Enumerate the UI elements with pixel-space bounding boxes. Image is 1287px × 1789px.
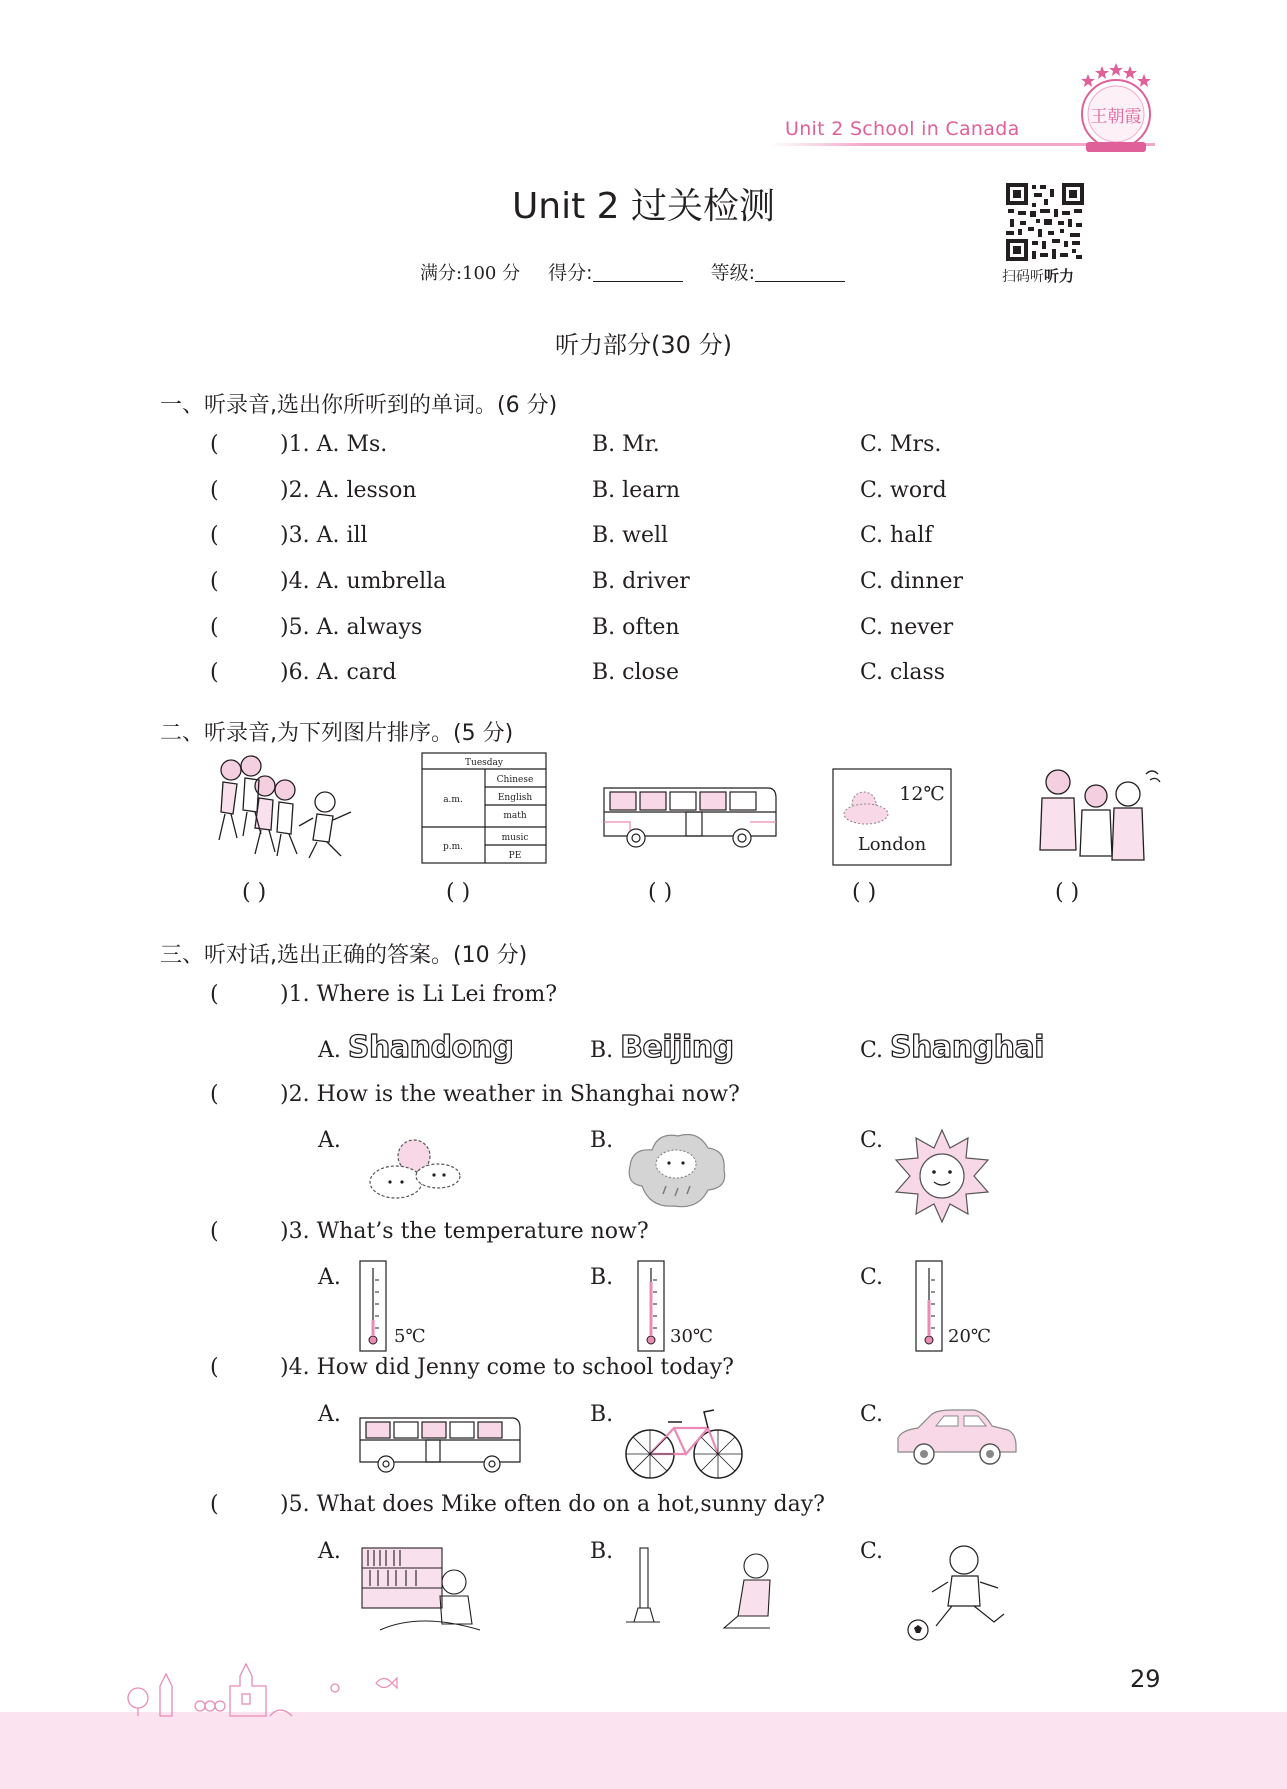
option-b-label: B. (590, 1402, 614, 1427)
running-header: Unit 2 School in Canada (785, 118, 1020, 140)
option-b[interactable]: B. Beijing (590, 1030, 734, 1065)
option-c-label: C. (860, 1402, 884, 1427)
timetable-picture (421, 752, 547, 864)
bus-picture (600, 782, 780, 852)
car-icon[interactable] (892, 1406, 1020, 1470)
option-b-label: B. (590, 1128, 614, 1153)
section1-heading: 一、听录音,选出你所听到的单词。(6 分) (160, 393, 558, 418)
svg-text:Chinese: Chinese (496, 775, 534, 785)
svg-text:p.m.: p.m. (442, 842, 464, 852)
bus-icon[interactable] (356, 1414, 524, 1476)
svg-text:music: music (501, 833, 529, 843)
section2-heading: 二、听录音,为下列图片排序。(5 分) (160, 721, 514, 746)
thermometer-icon[interactable] (914, 1260, 1004, 1354)
svg-text:20℃: 20℃ (948, 1326, 992, 1347)
reading-boy-picture[interactable] (360, 1546, 486, 1632)
thermometer-icon[interactable] (636, 1260, 726, 1354)
answer-paren[interactable]: ( ) (1055, 880, 1080, 905)
score-label: 得分: (548, 262, 593, 284)
thermometer-icon[interactable] (358, 1260, 438, 1354)
svg-text:12℃: 12℃ (899, 783, 945, 805)
answer-paren[interactable]: ( ) (852, 880, 877, 905)
svg-text:math: math (503, 811, 527, 821)
svg-text:a.m.: a.m. (443, 795, 463, 805)
fish-decoration-icon (374, 1674, 398, 1692)
section3-heading: 三、听对话,选出正确的答案。(10 分) (160, 943, 528, 968)
rainy-cloud-icon[interactable] (622, 1126, 732, 1218)
option-a-label: A. (318, 1402, 341, 1427)
score-line (0, 258, 1287, 285)
playing-football-picture[interactable] (902, 1542, 1014, 1642)
option-c-label: C. (860, 1539, 884, 1564)
svg-text:王朝霞: 王朝霞 (1090, 107, 1142, 127)
castle-decoration-icon (120, 1648, 380, 1718)
brand-logo (1072, 62, 1160, 154)
answer-paren[interactable]: ( ) (648, 880, 673, 905)
part-title: 听力部分(30 分) (555, 331, 732, 359)
watching-tv-picture[interactable] (620, 1546, 786, 1632)
qr-caption (1002, 265, 1074, 286)
family-picture (1036, 760, 1166, 864)
qr-code-icon[interactable] (1006, 183, 1084, 261)
option-a-label: A. (318, 1265, 341, 1290)
answer-paren[interactable]: ( ) (242, 880, 267, 905)
qr-listen-text: 听力 (1044, 267, 1075, 285)
option-a-label: A. (318, 1539, 341, 1564)
option-c-label: C. (860, 1128, 884, 1153)
option-c[interactable]: C. Shanghai (860, 1030, 1044, 1065)
svg-text:Tuesday: Tuesday (465, 758, 503, 768)
footer-band (0, 1712, 1287, 1789)
score-blank[interactable] (593, 263, 683, 282)
children-running-picture (203, 752, 363, 864)
answer-paren[interactable]: ( ) (446, 880, 471, 905)
grade-label: 等级: (710, 262, 756, 284)
svg-text:English: English (497, 793, 533, 803)
svg-text:London: London (857, 834, 927, 855)
page-title: Unit 2 过关检测 (511, 186, 776, 227)
page-number: 29 (1130, 1665, 1161, 1693)
option-b-label: B. (590, 1265, 614, 1290)
grade-blank[interactable] (755, 263, 845, 282)
qr-scan-text: 扫码听 (1002, 269, 1044, 285)
svg-text:PE: PE (508, 851, 522, 861)
option-a-label: A. (318, 1128, 341, 1153)
weather-card-picture (832, 768, 952, 866)
svg-text:5℃: 5℃ (394, 1326, 426, 1347)
option-c-label: C. (860, 1265, 884, 1290)
cloudy-sun-icon[interactable] (352, 1130, 472, 1210)
bicycle-icon[interactable] (624, 1404, 744, 1482)
sunny-icon[interactable] (890, 1128, 994, 1224)
full-marks: 满分:100 分 (419, 263, 521, 284)
option-b-label: B. (590, 1539, 614, 1564)
option-a[interactable]: A. Shandong (318, 1030, 514, 1065)
svg-text:30℃: 30℃ (670, 1326, 714, 1347)
